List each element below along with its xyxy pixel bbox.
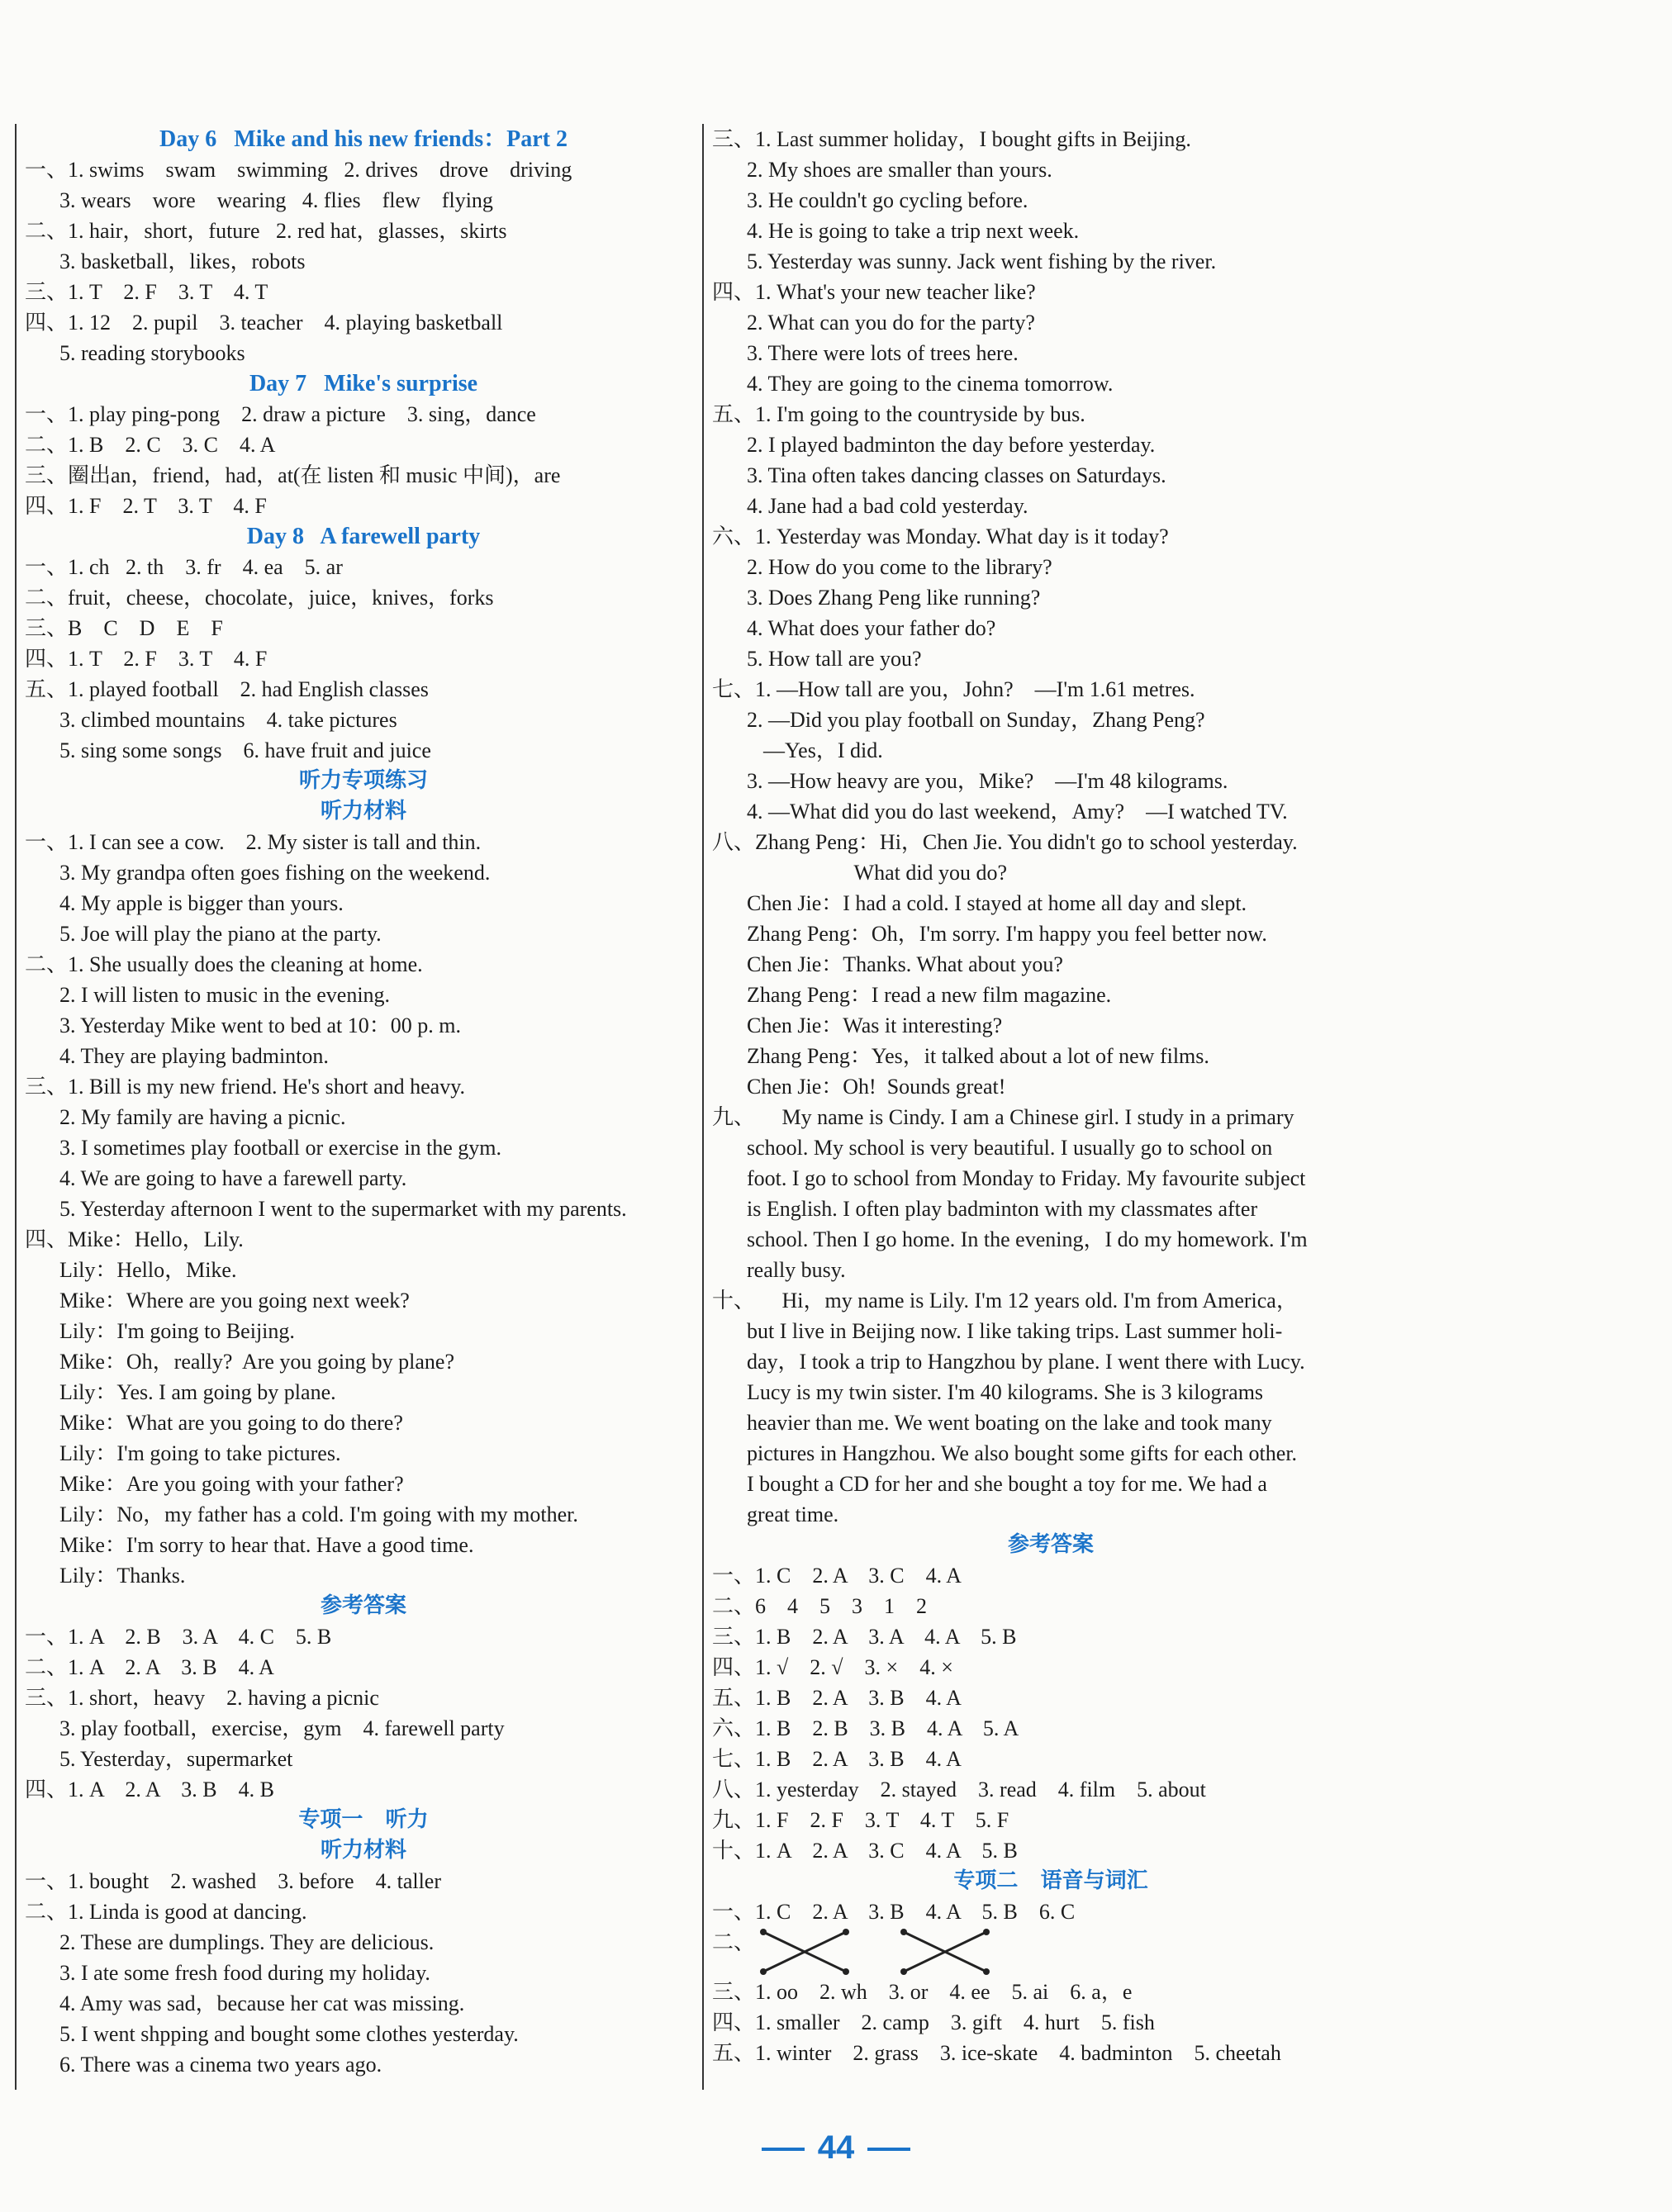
answer-line: 2. I will listen to music in the evening. [59,983,391,1007]
answer-line: 3. I ate some fresh food during my holiday. [59,1961,430,1985]
section-heading: 听力材料 [320,799,406,824]
answer-line: 6. There was a cinema two years ago. [59,2053,382,2077]
answer-line: 四、1. √ 2. √ 3. × 4. × [712,1655,953,1679]
answer-line: Chen Jie：Oh! Sounds great! [747,1075,1006,1099]
answer-line: 九、1. F 2. F 3. T 4. T 5. F [712,1808,1009,1832]
answer-line: 4. —What did you do last weekend，Amy? —I watched TV. [747,800,1288,824]
answer-line: 3. My grandpa often goes fishing on the weekend. [59,861,491,885]
answer-line: 四、Mike：Hello，Lily. [25,1227,244,1251]
matching-dot [900,1929,907,1935]
answer-line: 三、1. Bill is my new friend. He's short and heavy. [25,1075,466,1099]
answer-line: 七、1. B 2. A 3. B 4. A [712,1747,962,1771]
answer-line: 六、1. B 2. B 3. B 4. A 5. A [712,1716,1019,1740]
answer-line: Chen Jie：Was it interesting? [747,1013,1003,1037]
answer-line: Lily：I'm going to Beijing. [59,1319,295,1343]
page-footer [0,2129,1672,2167]
answer-line: 3. basketball，likes，robots [59,249,306,273]
answer-line: 一、1. bought 2. washed 3. before 4. taller [25,1869,442,1893]
answer-line: Lucy is my twin sister. I'm 40 kilograms. She is 3 kilograms [747,1380,1264,1404]
answer-line: 5. I went shpping and bought some clothes yesterday. [59,2022,519,2046]
matching-dot [900,1968,907,1975]
answer-line: —Yes，I did. [763,738,883,762]
answer-line: 3. wears wore wearing 4. flies flew flying [59,188,493,212]
answer-line: Lily：I'm going to take pictures. [59,1441,341,1465]
answer-line: 十、 Hi，my name is Lily. I'm 12 years old. I'm from America， [712,1289,1298,1312]
section-heading: 专项一 听力 [298,1807,429,1832]
column-divider [702,124,704,2090]
answer-line: 四、1. F 2. T 3. T 4. F [25,494,267,518]
answer-line: 五、1. played football 2. had English classes [25,677,429,701]
answer-line: 二、1. A 2. A 3. B 4. A [25,1655,274,1679]
answer-line: 三、1. B 2. A 3. A 4. A 5. B [712,1625,1017,1649]
footer-dash-left [762,2148,805,2151]
answer-line: 四、1. T 2. F 3. T 4. F [25,647,268,671]
answer-line: 二、1. hair，short，future 2. red hat，glasses，skirts [25,219,507,243]
answer-line: 3. play football，exercise，gym 4. farewell party [59,1716,505,1740]
answer-line: 3. Does Zhang Peng like running? [747,586,1041,610]
matching-dot [983,1968,990,1975]
answer-line: 2. My family are having a picnic. [59,1105,346,1129]
answer-line: 九、 My name is Cindy. I am a Chinese girl. I study in a primary [712,1105,1294,1129]
answer-line: Zhang Peng：I read a new film magazine. [747,983,1112,1007]
answer-line: 4. We are going to have a farewell party. [59,1166,407,1190]
answer-line: 5. Yesterday，supermarket [59,1747,293,1771]
section-heading: Day 8 A farewell party [246,524,481,549]
left-column [25,124,702,2080]
answer-line: 3. —How heavy are you，Mike? —I'm 48 kilograms. [747,769,1228,793]
section-heading: 参考答案 [1007,1532,1094,1557]
answer-line: 八、1. yesterday 2. stayed 3. read 4. film 5. about [712,1778,1206,1801]
answer-line: Lily：Thanks. [59,1564,186,1588]
answer-line: 三、1. Last summer holiday，I bought gifts in Beijing. [712,127,1191,151]
answer-line: 四、1. What's your new teacher like? [712,280,1036,304]
answer-line: 三、1. oo 2. wh 3. or 4. ee 5. ai 6. a，e [712,1980,1133,2004]
answer-line: heavier than me. We went boating on the lake and took many [747,1411,1272,1435]
left-margin-rule [15,124,17,2090]
answer-line: 一、1. A 2. B 3. A 4. C 5. B [25,1625,332,1649]
answer-line: 三、圈出an，friend，had，at(在 listen 和 music 中间)，are [25,463,561,487]
answer-line: 2. —Did you play football on Sunday，Zhang Peng? [747,708,1205,732]
answer-line: Lily：Yes. I am going by plane. [59,1380,336,1404]
answer-line: Zhang Peng：Yes，it talked about a lot of new films. [747,1044,1209,1068]
answer-line: great time. [747,1502,839,1526]
answer-line: 2. What can you do for the party? [747,311,1035,335]
matching-dot [760,1968,767,1975]
answer-line: 2. I played badminton the day before yesterday. [747,433,1156,457]
matching-answer [712,1927,1389,1977]
answer-line: I bought a CD for her and she bought a toy for me. We had a [747,1472,1267,1496]
answer-line: 五、1. B 2. A 3. B 4. A [712,1686,962,1710]
answer-line: 3. There were lots of trees here. [747,341,1019,365]
answer-line: 四、1. A 2. A 3. B 4. B [25,1778,274,1801]
answer-line: 一、1. play ping-pong 2. draw a picture 3. sing，dance [25,402,536,426]
section-heading: Day 7 Mike's surprise [249,371,478,396]
answer-line: 七、1. —How tall are you，John? —I'm 1.61 metres. [712,677,1195,701]
answer-line: Mike：I'm sorry to hear that. Have a good time. [59,1533,474,1557]
answer-line: 一、1. C 2. A 3. C 4. A [712,1564,962,1588]
matching-dot [983,1929,990,1935]
footer-dash-right [867,2148,910,2151]
answer-line: What did you do? [747,861,1008,885]
answer-line: 4. My apple is bigger than yours. [59,891,344,915]
answer-line: 5. Yesterday was sunny. Jack went fishing by the river. [747,249,1217,273]
answer-line: 4. What does your father do? [747,616,996,640]
answer-line: but I live in Beijing now. I like taking trips. Last summer holi- [747,1319,1283,1343]
answer-line: 二、1. She usually does the cleaning at home. [25,952,423,976]
answer-line: 六、1. Yesterday was Monday. What day is it today? [712,525,1169,548]
answer-line: pictures in Hangzhou. We also bought some gifts for each other. [747,1441,1298,1465]
matching-label: 二、 [712,1930,756,1954]
answer-line: 5. Joe will play the piano at the party. [59,922,382,946]
answer-line: 3. I sometimes play football or exercise in the gym. [59,1136,502,1160]
answer-line: 2. These are dumplings. They are delicious. [59,1930,435,1954]
answer-line: 3. He couldn't go cycling before. [747,188,1028,212]
answer-line: foot. I go to school from Monday to Friday. My favourite subject [747,1166,1306,1190]
answer-line: 一、1. I can see a cow. 2. My sister is tall and thin. [25,830,482,854]
answer-line: really busy. [747,1258,846,1282]
answer-line: Chen Jie：I had a cold. I stayed at home all day and slept. [747,891,1247,915]
page-number: 44 [817,2129,855,2166]
answer-line: 2. My shoes are smaller than yours. [747,158,1052,182]
answer-line: Mike：Where are you going next week? [59,1289,410,1312]
answer-line: 一、1. swims swam swimming 2. drives drove driving [25,158,572,182]
answer-line: 2. How do you come to the library? [747,555,1052,579]
answer-line: 三、B C D E F [25,616,223,640]
answer-line: 二、6 4 5 3 1 2 [712,1594,928,1618]
answer-line: 5. How tall are you? [747,647,922,671]
section-heading: 参考答案 [320,1593,406,1618]
answer-line: Mike：Are you going with your father? [59,1472,404,1496]
answer-line: 4. Amy was sad，because her cat was missing. [59,1991,465,2015]
answer-line: school. My school is very beautiful. I usually go to school on [747,1136,1273,1160]
matching-dot [843,1929,849,1935]
answer-line: Chen Jie：Thanks. What about you? [747,952,1063,976]
answer-line: 五、1. I'm going to the countryside by bus. [712,402,1085,426]
answer-line: day，I took a trip to Hangzhou by plane. I went there with Lucy. [747,1350,1305,1374]
answer-line: 四、1. 12 2. pupil 3. teacher 4. playing basketball [25,311,503,335]
answer-line: 一、1. C 2. A 3. B 4. A 5. B 6. C [712,1900,1076,1924]
answer-line: Lily：Hello，Mike. [59,1258,237,1282]
answer-line: 3. climbed mountains 4. take pictures [59,708,397,732]
answer-line: 二、fruit，cheese，chocolate，juice，knives，forks [25,586,494,610]
section-heading: Day 6 Mike and his new friends：Part 2 [159,126,568,152]
matching-dot [760,1929,767,1935]
answer-line: 4. Jane had a bad cold yesterday. [747,494,1028,518]
answer-line: 三、1. T 2. F 3. T 4. T [25,280,268,304]
answer-line: 4. They are playing badminton. [59,1044,329,1068]
answer-line: 3. Tina often takes dancing classes on Saturdays. [747,463,1166,487]
answer-line: 五、1. winter 2. grass 3. ice-skate 4. badminton 5. cheetah [712,2041,1281,2065]
section-heading: 专项二 语音与词汇 [953,1868,1148,1893]
answer-line: 4. They are going to the cinema tomorrow. [747,372,1114,396]
answer-line: school. Then I go home. In the evening，I do my homework. I'm [747,1227,1308,1251]
answer-line: 3. Yesterday Mike went to bed at 10：00 p. m. [59,1013,462,1037]
answer-line: 4. He is going to take a trip next week. [747,219,1080,243]
answer-line: Mike：Oh，really? Are you going by plane? [59,1350,454,1374]
answer-line: Zhang Peng：Oh，I'm sorry. I'm happy you feel better now. [747,922,1267,946]
section-heading: 听力材料 [320,1838,406,1863]
answer-line: 5. Yesterday afternoon I went to the supermarket with my parents. [59,1197,627,1221]
answer-line: 八、Zhang Peng：Hi，Chen Jie. You didn't go to school yesterday. [712,830,1298,854]
answer-line: 5. reading storybooks [59,341,245,365]
answer-line: 十、1. A 2. A 3. C 4. A 5. B [712,1839,1018,1863]
answer-line: Lily：No，my father has a cold. I'm going with my mother. [59,1502,578,1526]
answer-line: is English. I often play badminton with my classmates after [747,1197,1258,1221]
answer-line: 二、1. B 2. C 3. C 4. A [25,433,276,457]
answer-line: 一、1. ch 2. th 3. fr 4. ea 5. ar [25,555,343,579]
answer-line: 三、1. short，heavy 2. having a picnic [25,1686,379,1710]
answer-line: Mike：What are you going to do there? [59,1411,403,1435]
section-heading: 听力专项练习 [298,768,428,793]
right-column [712,124,1389,2068]
answer-line: 二、1. Linda is good at dancing. [25,1900,307,1924]
matching-lines [755,1927,1036,1977]
answer-line: 5. sing some songs 6. have fruit and juice [59,738,431,762]
matching-dot [843,1968,849,1975]
answer-line: 四、1. smaller 2. camp 3. gift 4. hurt 5. fish [712,2010,1155,2034]
